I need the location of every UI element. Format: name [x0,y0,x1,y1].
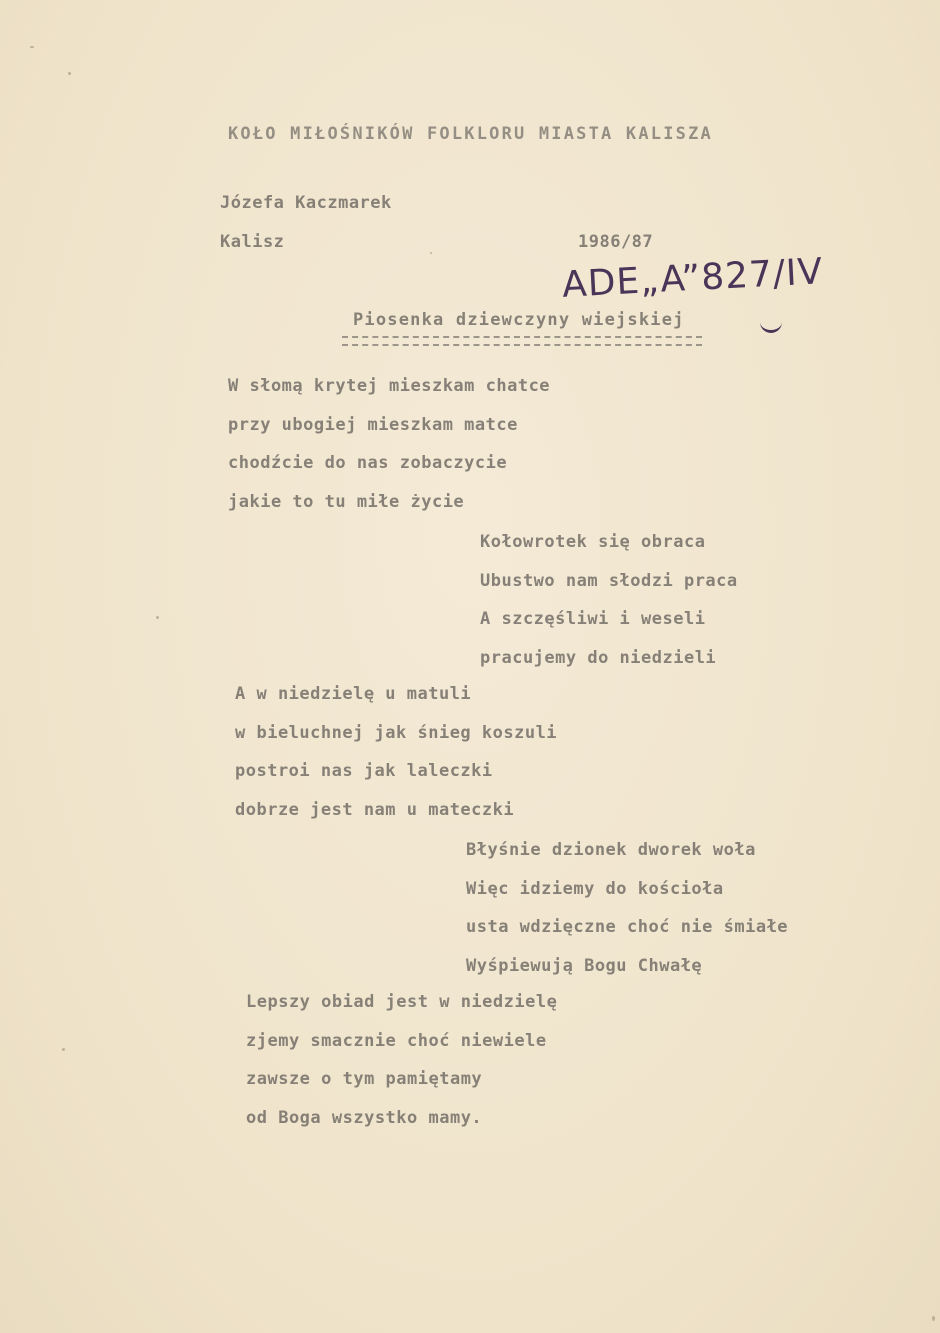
verse-line: W słomą krytej mieszkam chatce [228,376,551,396]
verse-line: Ubustwo nam słodzi praca [480,570,738,591]
verse-line: dobrze jest nam u mateczki [235,799,515,820]
verse-line: Błyśnie dzionek dworek woła [466,840,756,860]
stanza-2 [480,530,738,684]
verse-line: A w niedzielę u matuli [235,684,472,704]
paper-speck [932,1316,935,1321]
song-title: Piosenka dziewczyny wiejskiej [353,310,685,330]
verse-line: pracujemy do niedzieli [480,647,717,668]
paper-speck [62,1048,65,1051]
verse-line: od Boga wszystko mamy. [246,1107,483,1128]
verse-line: zjemy smacznie choć niewiele [246,1030,547,1051]
paper-speck [430,252,432,254]
verse-line: chodźcie do nas zobaczycie [228,453,508,473]
verse-line: jakie to tu miłe życie [228,491,465,512]
paper-speck [156,616,159,619]
paper-speck [68,72,71,75]
stanza-1 [228,374,550,528]
organization-header: KOŁO MIŁOŚNIKÓW FOLKLORU MIASTA KALISZA [228,124,713,144]
stanza-5 [246,990,557,1144]
handwritten-archive-mark: ADE„A”827/IV [561,251,825,306]
verse-line: Kołowrotek się obraca [480,532,706,552]
verse-line: w bieluchnej jak śnieg koszuli [235,722,558,743]
verse-line: przy ubogiej mieszkam matce [228,414,518,435]
verse-line: A szczęśliwi i weseli [480,609,706,629]
verse-line: usta wdzięczne choć nie śmiałe [466,917,789,937]
title-underline [342,336,702,346]
city-name: Kalisz [220,232,285,252]
author-name: Józefa Kaczmarek [220,193,392,213]
verse-line: postroi nas jak laleczki [235,761,493,781]
verse-line: zawsze o tym pamiętamy [246,1069,483,1089]
verse-line: Więc idziemy do kościoła [466,878,724,899]
date: 1986/87 [578,232,654,252]
stanza-4 [466,838,788,992]
paper-speck [30,46,34,48]
stanza-3 [235,682,557,836]
verse-line: Wyśpiewują Bogu Chwałę [466,955,703,976]
verse-line: Lepszy obiad jest w niedzielę [246,992,558,1012]
